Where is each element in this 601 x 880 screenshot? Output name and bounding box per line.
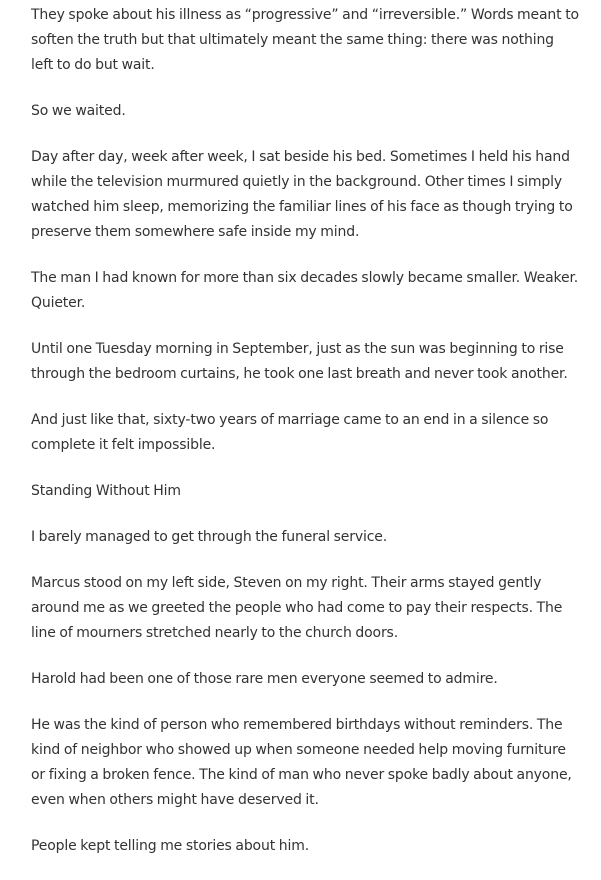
paragraph: So we waited. [31, 103, 126, 119]
paragraph: He was the kind of person who remembered birthdays without reminders. The kind of neighbor who showed up when someone needed help moving furniture or fixing a broken fence. The kind of man who never spoke badly about anyone, even when others might have deserved it. [31, 717, 572, 808]
paragraph: Day after day, week after week, I sat beside his bed. Sometimes I held his hand while the television murmured quietly in the background. Other times I simply watched him sleep, memorizing the familiar lines of his face as though trying to preserve them somewhere safe inside my mind. [31, 149, 573, 240]
paragraph: And just like that, sixty-two years of marriage came to an end in a silence so complete it felt impossible. [31, 412, 549, 453]
paragraph: Marcus stood on my left side, Steven on my right. Their arms stayed gently around me as we greeted the people who had come to pay their respects. The line of mourners stretched nearly to the church doors. [31, 575, 563, 641]
paragraph: Harold had been one of those rare men everyone seemed to admire. [31, 671, 498, 687]
paragraph: They spoke about his illness as “progressive” and “irreversible.” Words meant to soften the truth but that ultimately meant the same thing: there was nothing left to do but wait. [31, 7, 579, 73]
paragraph: Until one Tuesday morning in September, just as the sun was beginning to rise through the bedroom curtains, he took one last breath and never took another. [31, 341, 568, 382]
section-heading: Standing Without Him [31, 483, 181, 499]
article-body [31, 3, 579, 880]
paragraph: People kept telling me stories about him. [31, 838, 309, 854]
paragraph: The man I had known for more than six decades slowly became smaller. Weaker. Quieter. [31, 270, 579, 311]
paragraph: I barely managed to get through the funeral service. [31, 529, 388, 545]
